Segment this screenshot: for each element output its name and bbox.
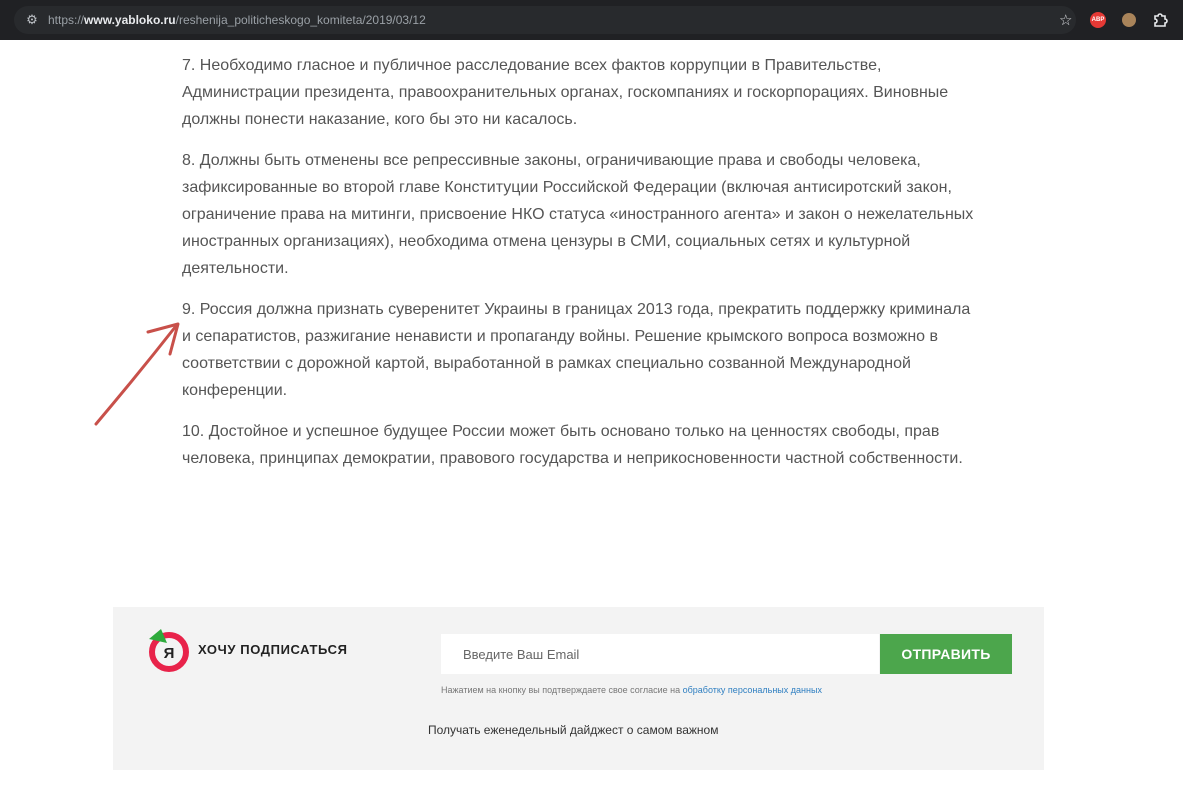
logo-letter: Я xyxy=(163,645,175,662)
submit-button[interactable]: ОТПРАВИТЬ xyxy=(880,634,1012,674)
yabloko-logo-icon xyxy=(145,625,193,673)
subscribe-title: ХОЧУ ПОДПИСАТЬСЯ xyxy=(198,642,348,657)
profile-avatar-icon[interactable] xyxy=(1122,13,1136,27)
browser-toolbar xyxy=(0,0,1183,40)
paragraph-10: 10. Достойное и успешное будущее России может быть основано только на ценностях свободы, прав человека, принципах демократии, правового государства и неприкосновенности частной собственности. xyxy=(182,423,963,467)
subscribe-panel xyxy=(113,607,1044,770)
article-body xyxy=(182,52,982,486)
paragraph-7: 7. Необходимо гласное и публичное расследование всех фактов коррупции в Правительстве, Администрации президента, правоохранительных органах, госкомпаниях и госкорпорациях. Виновные должны понести наказание, кого бы это ни касалось. xyxy=(182,57,949,128)
url-prefix: https:// xyxy=(48,13,85,27)
digest-description: Получать еженедельный дайджест о самом важном xyxy=(428,723,719,737)
bookmark-star-icon[interactable]: ☆ xyxy=(1059,12,1073,29)
url-domain: www.yabloko.ru xyxy=(84,13,176,27)
paragraph-8: 8. Должны быть отменены все репрессивные законы, ограничивающие права и свободы человека, зафиксированные во второй главе Конституции Российской Федерации (включая антисиротский закон, ограничение права на митинги, присвоение НКО статуса «иностранного агента» и закон о нежелательных иностранных организациях), необходима отмена цензуры в СМИ, социальных сетях и культурной деятельности. xyxy=(182,152,974,277)
address-bar[interactable] xyxy=(14,6,1076,34)
annotation-arrow-icon xyxy=(88,318,188,430)
url-text[interactable] xyxy=(48,12,426,28)
adblock-extension-icon[interactable]: ABP xyxy=(1090,12,1106,28)
url-path: /reshenija_politicheskogo_komiteta/2019/03/12 xyxy=(175,13,426,27)
paragraph-9: 9. Россия должна признать суверенитет Украины в границах 2013 года, прекратить поддержку криминала и сепаратистов, разжигание ненависти и пропаганду войны. Решение крымского вопроса возможно в соответствии с дорожной картой, выработанной в рамках специально созванной Международной конференции. xyxy=(182,301,971,399)
consent-text: Нажатием на кнопку вы подтверждаете свое согласие на xyxy=(441,685,683,695)
consent-notice xyxy=(441,685,822,695)
email-input[interactable] xyxy=(441,634,879,674)
site-info-icon[interactable]: ⚙ xyxy=(26,12,38,27)
extensions-puzzle-icon[interactable] xyxy=(1152,10,1170,28)
personal-data-link[interactable]: обработку персональных данных xyxy=(682,685,822,695)
